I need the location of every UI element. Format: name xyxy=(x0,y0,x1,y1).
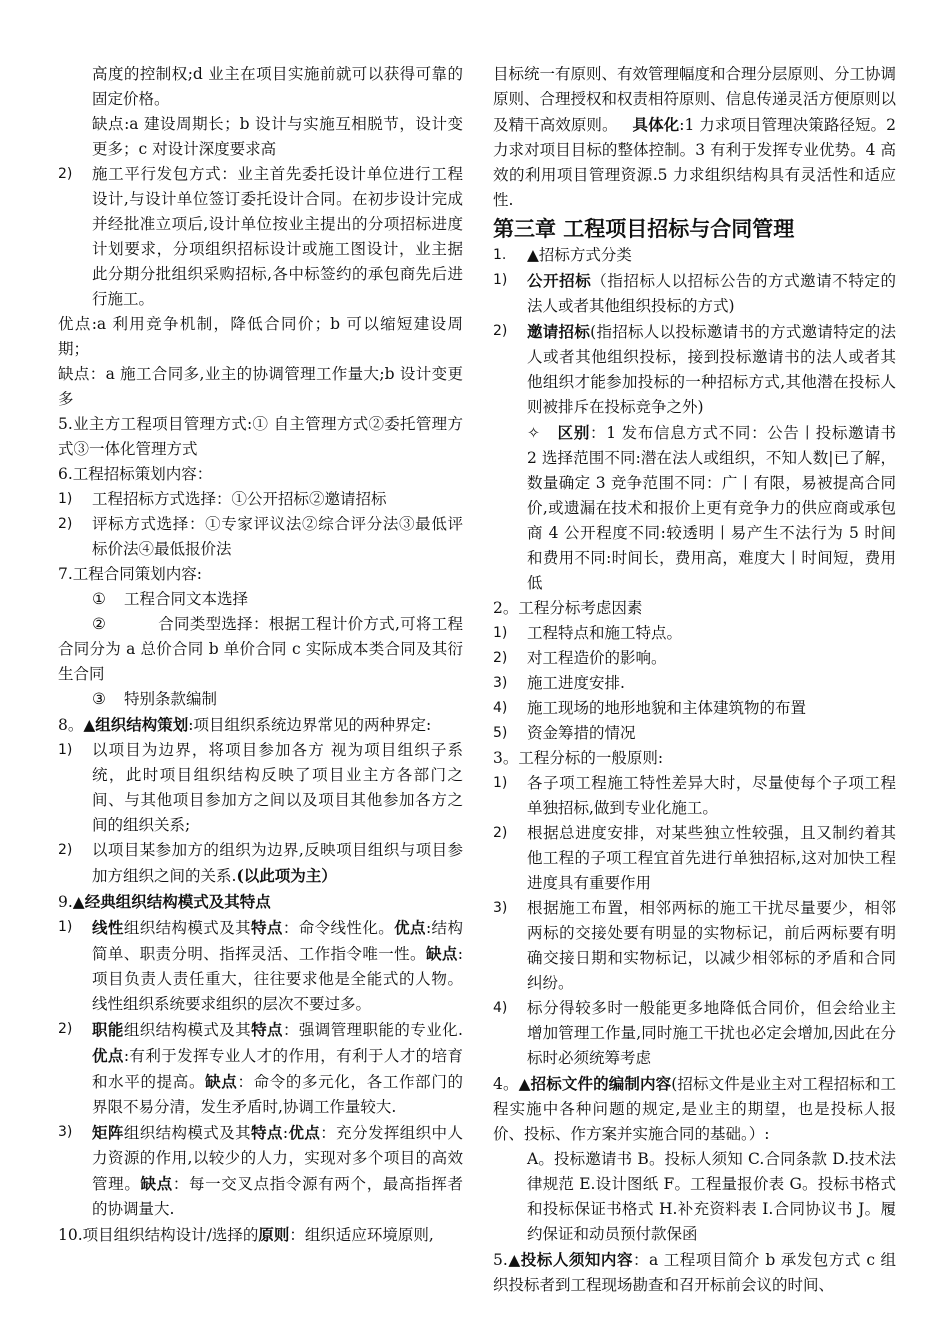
list-text: ：1 发布信息方式不同：公告丨投标邀请书 2 选择范围不同:潜在法人或组织，不知人数|已了解，数量确定 3 竞争范围不同：广丨有限，易被提高合同价,或遗漏在技术和报价上更有竞争力的供应商或承包商 4 公开程度不同:较透明丨易产生不法行为 5 时间和费用不同:时间长，费用高，难度大丨时间短，费用低 xyxy=(527,424,896,592)
term: 优点 xyxy=(288,1123,321,1142)
section-number: 8。 xyxy=(58,716,84,734)
list-item xyxy=(493,821,896,896)
list-text: 以项目某参加方的组织为边界,反映项目组织与项目参加方组织之间的关系. xyxy=(92,841,463,885)
list-item xyxy=(493,771,896,821)
list-item xyxy=(493,696,896,721)
paragraph-text: :1 力求项目管理决策路径短。2 力求对项目目标的整体控制。3 有利于发挥专业优势。4 高效的利用项目管理资源.5 力求组织结构具有灵活性和适应性. xyxy=(493,116,896,209)
paragraph: 7.工程合同策划内容: xyxy=(58,565,203,583)
list-text: 各子项工程施工特性差异大时，尽量使每个子项工程单独招标,做到专业化施工。 xyxy=(527,774,896,817)
list-item xyxy=(493,721,896,746)
list-item xyxy=(58,587,463,612)
term: 特点 xyxy=(251,1020,283,1039)
term: 特点 xyxy=(251,1123,283,1142)
list-text: 组织结构模式及其 xyxy=(123,1021,252,1039)
list-item xyxy=(493,646,896,671)
list-number: 2) xyxy=(58,1021,73,1037)
list-number: 1) xyxy=(493,775,508,791)
paragraph: 2。工程分标考虑因素 xyxy=(493,599,643,617)
list-number: 3) xyxy=(58,1124,73,1140)
right-column xyxy=(493,62,896,1298)
list-marker: ② xyxy=(92,615,106,633)
list-text: 评标方式选择：①专家评议法②综合评分法③最低评标价法④最低报价法 xyxy=(92,515,463,558)
section-number: 4。 xyxy=(493,1075,519,1093)
list-number: 1) xyxy=(58,491,73,507)
chapter-heading: 第三章 工程项目招标与合同管理 xyxy=(493,217,795,241)
list-text: 标分得较多时一般能更多地降低合同价，但会给业主增加管理工作量,同时施工干扰也必定会增加,因此在分标时必须统筹考虑 xyxy=(527,999,896,1067)
section-text: :项目组织系统边界常见的两种界定: xyxy=(188,716,432,734)
term: 缺点 xyxy=(205,1072,238,1091)
list-text: 工程特点和施工特点。 xyxy=(527,624,683,642)
list-text: 组织结构模式及其 xyxy=(123,1124,252,1142)
list-text: :有利于发挥专业人才的作用，有利于人才的培育和水平的提高。 xyxy=(92,1047,463,1091)
paragraph: 高度的控制权;d 业主在项目实施前就可以获得可靠的固定价格。 xyxy=(92,65,463,108)
paragraph: 5.业主方工程项目管理方式:① 自主管理方式②委托管理方式③一体化管理方式 xyxy=(58,415,463,458)
section-title: ▲招标文件的编制内容 xyxy=(518,1074,672,1093)
paragraph: 6.工程招标策划内容： xyxy=(58,465,213,483)
term: 公开招标 xyxy=(527,271,592,290)
term: 矩阵 xyxy=(92,1123,124,1142)
section-title: ▲投标人须知内容 xyxy=(507,1250,633,1269)
list-item xyxy=(493,420,896,596)
term: 优点 xyxy=(92,1046,124,1065)
list-number: 3) xyxy=(493,900,508,916)
list-number: 5) xyxy=(493,725,508,741)
list-item xyxy=(58,512,463,562)
list-item xyxy=(493,243,896,268)
term: 邀请招标 xyxy=(527,322,591,341)
list-item xyxy=(493,996,896,1071)
list-text: ▲招标方式分类 xyxy=(527,246,632,264)
list-number: 2) xyxy=(493,650,508,666)
list-text: ：充分发挥组织中人力资源的作用,以较少的人力，实现对多个项目的高效管理。 xyxy=(92,1124,463,1193)
term: 具体化 xyxy=(632,115,680,134)
list-text: ：命令线性化。 xyxy=(282,919,395,937)
list-item xyxy=(493,268,896,319)
list-item xyxy=(493,319,896,420)
list-number: 2) xyxy=(493,825,508,841)
list-item xyxy=(58,915,463,1017)
list-number: 3) xyxy=(493,675,508,691)
left-column xyxy=(58,62,463,1248)
list-item xyxy=(58,162,463,312)
list-text: 以项目为边界，将项目参加各方 视为项目组织子系统，此时项目组织结构反映了项目业主方各部门之间、与其他项目参加方之间以及项目其他参加各方之间的组织关系; xyxy=(92,741,463,834)
list-item xyxy=(58,687,463,712)
list-text: :项目负责人责任重大，往往要求他是全能式的人物。线性组织系统要求组织的层次不要过多。 xyxy=(92,945,463,1013)
list-number: 1) xyxy=(493,625,508,641)
paragraph: 缺点:a 建设周期长；b 设计与实施互相脱节，设计变更多；c 对设计深度要求高 xyxy=(92,115,463,158)
list-item xyxy=(58,838,463,889)
list-text: 对工程造价的影响。 xyxy=(527,649,667,667)
diamond-icon: ✧ xyxy=(527,424,540,442)
paragraph-text: ：组织适应环境原则, xyxy=(289,1226,434,1244)
term: 缺点 xyxy=(425,944,458,963)
list-text: :结构简单、职责分明、指挥灵活、工作指令唯一性。 xyxy=(92,919,463,963)
section-heading xyxy=(493,1247,896,1298)
paragraph-text: 目标统一有原则、有效管理幅度和合理分层原则、分工协调原则、合理授权和权责相符原则、信息传递灵活方便原则以及精干高效原则。 xyxy=(493,65,897,134)
list-text: （指招标人以招标公告的方式邀请不特定的法人或者其他组织投标的方式) xyxy=(527,272,896,315)
list-text: ：每一交叉点指令源有两个，最高指挥者的协调量大. xyxy=(92,1175,463,1218)
list-text: 施工进度安排. xyxy=(527,674,625,692)
list-text: 资金筹措的情况 xyxy=(527,724,636,742)
list-text: ：命令的多元化，各工作部门的界限不易分清，发生矛盾时,协调工作量较大. xyxy=(92,1073,463,1116)
list-text: 特别条款编制 xyxy=(124,690,218,708)
section-title: ▲经典组织结构模式及其特点 xyxy=(72,892,271,911)
paragraph xyxy=(58,1222,463,1248)
list-text: 根据施工布置，相邻两标的施工干扰尽量要少，相邻两标的交接处要有明显的实物标记，前后两标要有明确交接日期和实物标记，以减少相邻标的矛盾和合同纠纷。 xyxy=(527,899,896,992)
term: 区别 xyxy=(557,423,591,442)
list-item xyxy=(58,1120,463,1222)
section-number: 5. xyxy=(493,1251,508,1269)
list-text: (指招标人以投标邀请书的方式邀请特定的法人或者其他组织投标，接到投标邀请书的法人或者其他组织才能参加投标的一种招标方式,其他潜在投标人则被排斥在投标竞争之外) xyxy=(527,323,896,416)
section-text: (招标文件是业主对工程招标和工程实施中各种问题的规定,是业主的期望，也是投标人报价、投标、作方案并实施合同的基础。）: xyxy=(493,1075,896,1143)
list-text: 施工平行发包方式：业主首先委托设计单位进行工程设计,与设计单位签订委托设计合同。在初步设计完成并经批准立项后,设计单位按业主提出的分项招标进度计划要求，分项组织招标设计或施工图设计，业主据此分期分批组织采购招标,各中标签约的承包商先后进行施工。 xyxy=(92,165,463,308)
list-text: : xyxy=(282,1124,289,1142)
list-item xyxy=(493,671,896,696)
term: 优点 xyxy=(394,918,426,937)
paragraph-text: 10.项目组织结构设计/选择的 xyxy=(58,1226,259,1244)
emphasis: (以此项为主） xyxy=(236,866,337,885)
list-item xyxy=(58,487,463,512)
list-number: 2) xyxy=(493,323,508,339)
list-number: 4) xyxy=(493,700,508,716)
list-number: 1) xyxy=(58,742,73,758)
section-heading xyxy=(58,712,463,738)
list-number: 2) xyxy=(58,166,73,182)
list-number: 2) xyxy=(58,516,73,532)
paragraph: 优点:a 利用竞争机制，降低合同价；b 可以缩短建设周期； xyxy=(58,315,463,358)
list-number: 1. xyxy=(493,247,507,263)
list-marker: ① xyxy=(92,590,106,608)
list-item xyxy=(58,738,463,838)
list-text: 施工现场的地形地貌和主体建筑物的布置 xyxy=(527,699,807,717)
term: 职能 xyxy=(92,1020,124,1039)
list-text: 根据总进度安排，对某些独立性较强，且又制约着其他工程的子项工程宜首先进行单独招标,这对加快工程进度具有重要作用 xyxy=(527,824,896,892)
paragraph: 缺点：a 施工合同多,业主的协调管理工作量大;b 设计变更多 xyxy=(58,365,463,408)
list-text: 工程合同文本选择 xyxy=(124,590,249,608)
paragraph xyxy=(493,62,896,213)
section-heading xyxy=(58,889,463,915)
list-number: 2) xyxy=(58,842,73,858)
list-item xyxy=(58,1017,463,1120)
section-heading xyxy=(493,1071,896,1147)
paragraph: 3。工程分标的一般原则: xyxy=(493,749,664,767)
list-number: 1) xyxy=(58,919,73,935)
list-text: 工程招标方式选择：①公开招标②邀请招标 xyxy=(92,490,387,508)
term: 原则 xyxy=(258,1225,290,1244)
list-item xyxy=(58,612,463,687)
list-text: ：强调管理职能的专业化. xyxy=(282,1021,463,1039)
section-number: 9. xyxy=(58,893,73,911)
term: 特点 xyxy=(251,918,283,937)
section-text: ：a 工程项目简介 b 承发包方式 c 组织投标者到工程现场勘查和召开标前会议的时间、 xyxy=(493,1251,897,1294)
list-text: 合同类型选择：根据工程计价方式,可将工程合同分为 a 总价合同 b 单价合同 c 实际成本类合同及其衍生合同 xyxy=(58,615,463,683)
list-number: 4) xyxy=(493,1000,508,1016)
list-marker: ③ xyxy=(92,690,106,708)
term: 线性 xyxy=(92,918,124,937)
list-text: 组织结构模式及其 xyxy=(123,919,252,937)
list-number: 1) xyxy=(493,272,508,288)
paragraph: A。投标邀请书 B。投标人须知 C.合同条款 D.技术法律规范 E.设计图纸 F。工程量报价表 G。投标书格式和投标保证书格式 H.补充资料表 I.合同协议书 J。履约保证和动员预付款保函 xyxy=(527,1150,896,1243)
section-title: ▲组织结构策划 xyxy=(83,715,189,734)
list-item xyxy=(493,621,896,646)
term: 缺点 xyxy=(140,1174,173,1193)
list-item xyxy=(493,896,896,996)
